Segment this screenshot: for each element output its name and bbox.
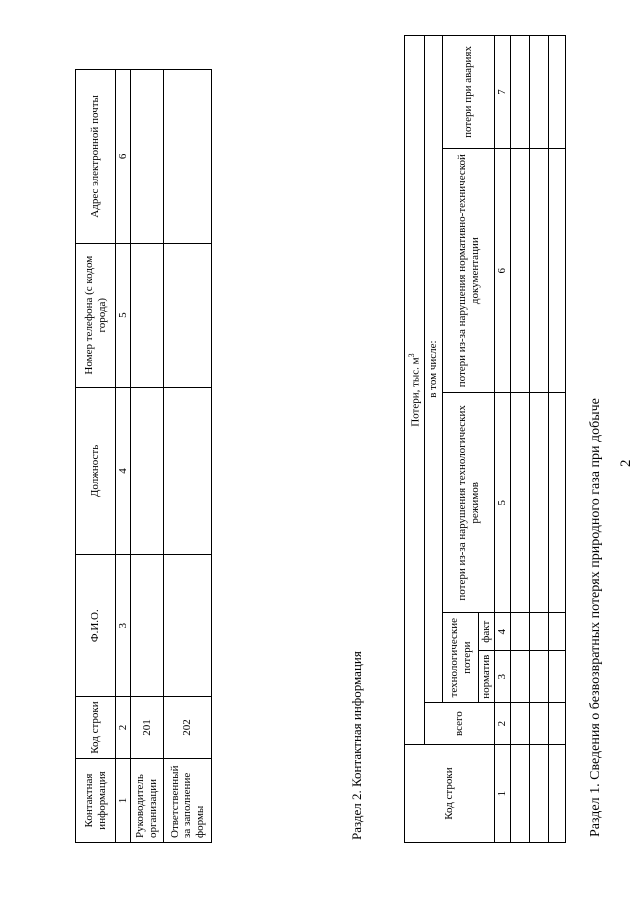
losses-table [404, 35, 566, 843]
col-num: 4 [116, 387, 131, 555]
page-number: 2 [618, 459, 634, 467]
row-label: Руководитель организации [131, 759, 164, 843]
column-numbers-row [116, 70, 131, 843]
section2-title: Раздел 2. Контактная информация [349, 651, 364, 840]
total-header: всего [425, 703, 495, 745]
table-row [511, 36, 530, 843]
col-num: 2 [495, 703, 511, 745]
tech-losses-header: технологические потери [443, 613, 479, 703]
contact-table [75, 69, 212, 843]
section1-title: Раздел 1. Сведения о безвозвратных потерях природного газа при добыче [588, 398, 603, 837]
fact-header: факт [479, 613, 495, 651]
row-code: 201 [131, 697, 164, 759]
col-num: 1 [116, 759, 131, 843]
col-num: 6 [495, 148, 511, 393]
table-row [530, 36, 549, 843]
col-num: 5 [116, 243, 131, 387]
code-header: Код строки [76, 697, 116, 759]
position-header: Должность [76, 387, 116, 555]
col-num: 1 [495, 745, 511, 843]
col-num: 7 [495, 36, 511, 149]
row-label: Ответственный за заполнение формы [164, 759, 212, 843]
regime-losses-header: потери из-за нарушения технологических режимов [443, 393, 495, 613]
including-header: в том числе: [425, 36, 443, 703]
row-code: 202 [164, 697, 212, 759]
contact-header: Контактная информация [76, 759, 116, 843]
table-row [164, 70, 212, 843]
fio-header: Ф.И.О. [76, 555, 116, 697]
col-num: 6 [116, 70, 131, 244]
phone-header: Номер телефона (с кодом города) [76, 243, 116, 387]
table-row [131, 70, 164, 843]
column-numbers-row [495, 36, 511, 843]
col-num: 2 [116, 697, 131, 759]
col-num: 5 [495, 393, 511, 613]
col-num: 3 [116, 555, 131, 697]
losses-header: Потери, тыс. $м^3$ [405, 36, 425, 745]
docs-losses-header: потери из-за нарушения нормативно-технической документации [443, 148, 495, 393]
accident-losses-header: потери при авариях [443, 36, 495, 149]
email-header: Адрес электронной почты [76, 70, 116, 244]
col-num: 4 [495, 613, 511, 651]
code-header: Код строки [405, 745, 495, 843]
norm-header: норматив [479, 651, 495, 703]
table-row [549, 36, 566, 843]
col-num: 3 [495, 651, 511, 703]
